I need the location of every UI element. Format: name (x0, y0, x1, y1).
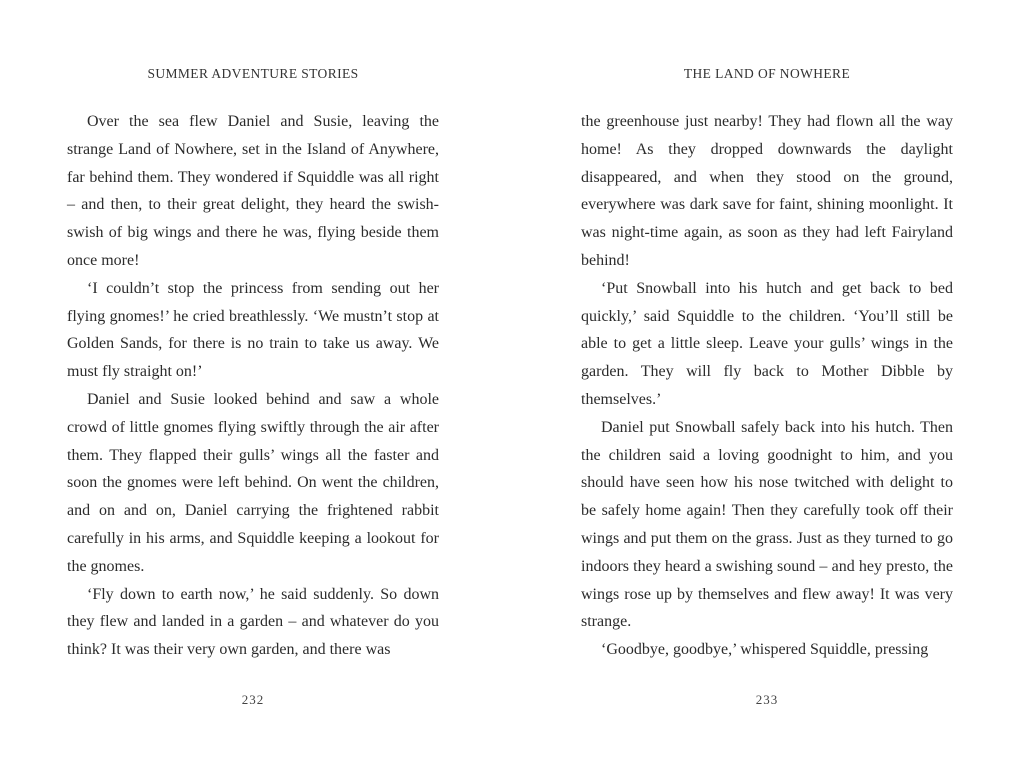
page-number-right: 233 (755, 692, 779, 707)
left-page (67, 0, 439, 783)
paragraph: Daniel and Susie looked behind and saw a whole crowd of little gnomes flying swiftly through the air after them. They flapped their gulls’ wings all the faster and soon the gnomes were left behind. On went the children, and on and on, Daniel carrying the frightened rabbit carefully in his arms, and Squiddle keeping a lookout for the gnomes. (67, 390, 439, 575)
right-page (581, 0, 953, 783)
paragraph: the greenhouse just nearby! They had flown all the way home! As they dropped downwards the daylight disappeared, and when they stood on the ground, everywhere was dark save for faint, shining moonlight. It was night-time again, as soon as they had left Fairyland behind! (581, 113, 953, 269)
running-head-left: SUMMER ADVENTURE STORIES (147, 66, 359, 81)
paragraph: Over the sea flew Daniel and Susie, leaving the strange Land of Nowhere, set in the Island of Anywhere, far behind them. They wondered if Squiddle was all right – and then, to their great delight, they heard the swish-swish of big wings and there he was, flying beside them once more! (67, 113, 439, 269)
paragraph: ‘Goodbye, goodbye,’ whispered Squiddle, pressing (601, 641, 929, 659)
paragraph: ‘I couldn’t stop the princess from sending out her flying gnomes!’ he cried breathlessly. ‘We mustn’t stop at Golden Sands, for there is no train to take us away. We must fly straight on!’ (67, 279, 439, 381)
paragraph: ‘Fly down to earth now,’ he said suddenly. So down they flew and landed in a garden – and whatever do you think? It was their very own garden, and there was (67, 585, 439, 659)
page-number-left: 232 (241, 692, 265, 707)
running-head-right: THE LAND OF NOWHERE (683, 66, 851, 81)
left-page-body (67, 108, 439, 664)
paragraph: ‘Put Snowball into his hutch and get back to bed quickly,’ said Squiddle to the children. ‘You’ll still be able to get a little sleep. Leave your gulls’ wings in the garden. They will fly back to Mother Dibble by themselves.’ (581, 279, 953, 408)
right-page-body (581, 108, 953, 664)
paragraph: Daniel put Snowball safely back into his hutch. Then the children said a loving goodnight to him, and you should have seen how his nose twitched with delight to be safely home again! Then they carefully took off their wings and put them on the grass. Just as they turned to go indoors they heard a swishing sound – and hey presto, the wings rose up by themselves and flew away! It was very strange. (581, 418, 953, 631)
